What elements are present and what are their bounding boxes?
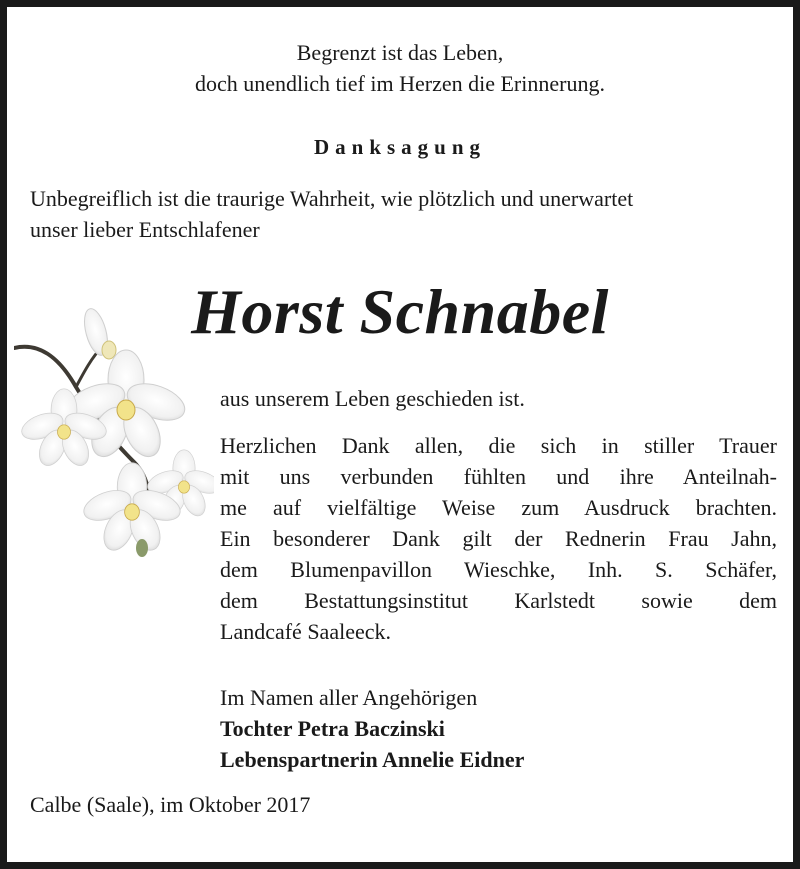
thanks-line-2: mit uns verbunden fühlten und ihre Anteilnah- bbox=[220, 464, 777, 489]
intro-line-1: Unbegreiflich ist die traurige Wahrheit, wie plötzlich und unerwartet bbox=[30, 186, 634, 211]
departed-line: aus unserem Leben geschieden ist. bbox=[220, 386, 525, 411]
orchid-flower-icon bbox=[14, 302, 214, 562]
motto-line-2: doch unendlich tief im Herzen die Erinnerung. bbox=[195, 71, 605, 96]
motto-line-1: Begrenzt ist das Leben, bbox=[296, 40, 504, 65]
place-date: Calbe (Saale), im Oktober 2017 bbox=[30, 792, 311, 817]
signoff-relative-2: Lebenspartnerin Annelie Eidner bbox=[220, 747, 525, 772]
thanks-line-7: Landcafé Saaleeck. bbox=[220, 619, 391, 644]
thanks-line-5: dem Blumenpavillon Wieschke, Inh. S. Schäfer, bbox=[220, 557, 777, 582]
intro-text bbox=[30, 183, 780, 245]
thanks-line-6: dem Bestattungsinstitut Karlstedt sowie dem bbox=[220, 588, 777, 613]
thanks-paragraph bbox=[220, 430, 777, 647]
thanks-line-4: Ein besonderer Dank gilt der Rednerin Frau Jahn, bbox=[220, 526, 777, 551]
thanks-line-1: Herzlichen Dank allen, die sich in stiller Trauer bbox=[220, 433, 777, 458]
signoff bbox=[220, 682, 777, 775]
thanks-line-3: me auf vielfältige Weise zum Ausdruck brachten. bbox=[220, 495, 777, 520]
deceased-name: Horst Schnabel bbox=[191, 276, 609, 347]
signoff-relative-1: Tochter Petra Baczinski bbox=[220, 716, 445, 741]
heading-danksagung: Danksagung bbox=[313, 135, 487, 159]
intro-line-2: unser lieber Entschlafener bbox=[30, 217, 260, 242]
signoff-intro: Im Namen aller Angehörigen bbox=[220, 685, 478, 710]
motto bbox=[7, 37, 793, 99]
